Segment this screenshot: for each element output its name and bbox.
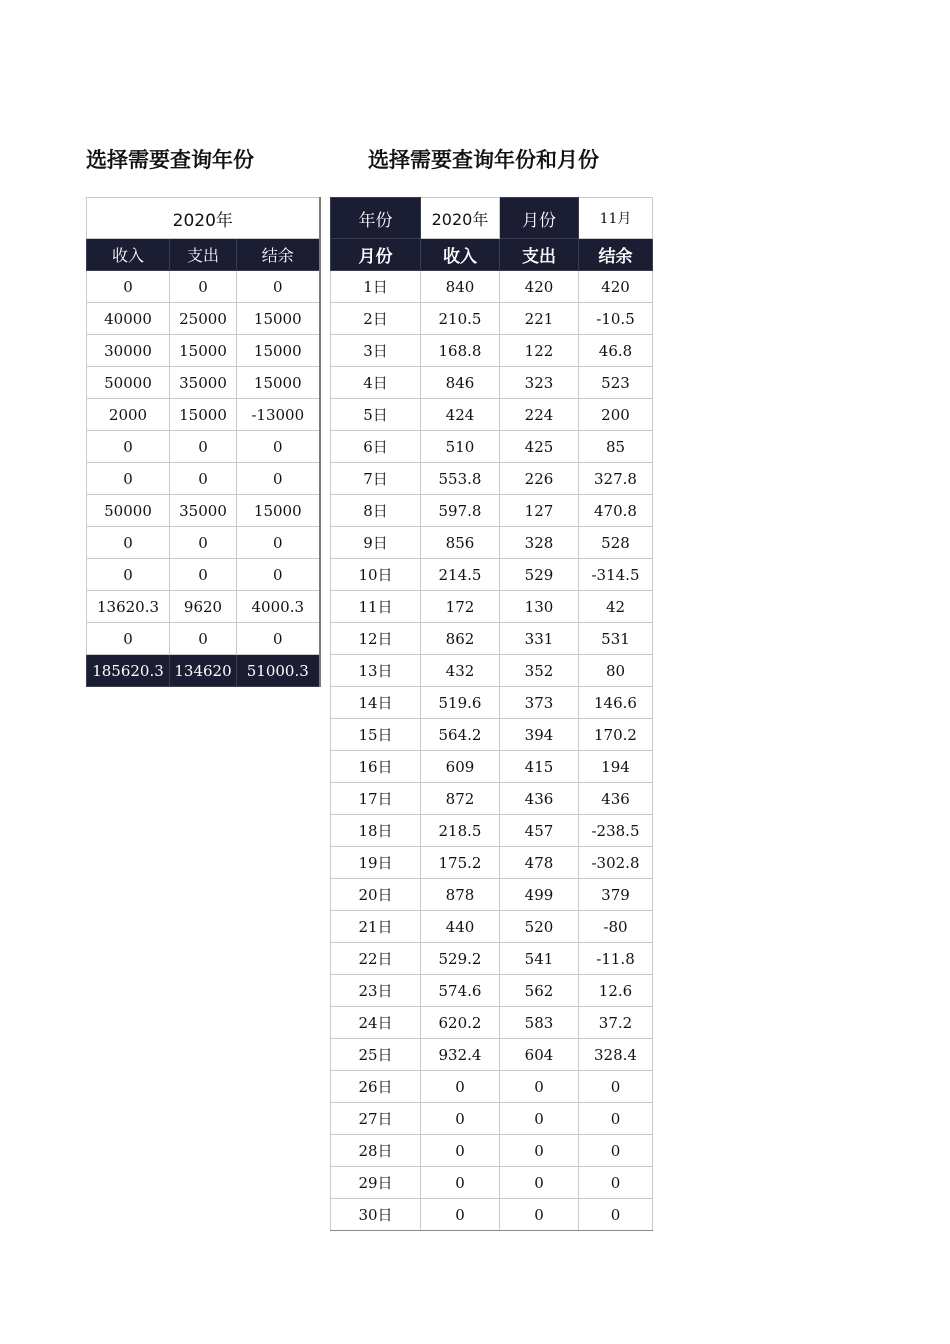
balance-cell: 15000 <box>237 335 320 367</box>
balance-header: 结余 <box>579 239 653 271</box>
day-cell: 26日 <box>331 1071 421 1103</box>
balance-header: 结余 <box>237 239 320 271</box>
expense-cell: 0 <box>500 1071 579 1103</box>
balance-cell: 0 <box>579 1103 653 1135</box>
expense-cell: 394 <box>500 719 579 751</box>
expense-cell: 0 <box>170 431 237 463</box>
balance-cell: 0 <box>579 1167 653 1199</box>
income-cell: 0 <box>87 463 170 495</box>
income-cell: 0 <box>421 1199 500 1231</box>
income-cell: 862 <box>421 623 500 655</box>
expense-cell: 323 <box>500 367 579 399</box>
day-cell: 12日 <box>331 623 421 655</box>
day-cell: 2日 <box>331 303 421 335</box>
balance-cell: 80 <box>579 655 653 687</box>
income-cell: 210.5 <box>421 303 500 335</box>
expense-cell: 478 <box>500 847 579 879</box>
balance-cell: 0 <box>237 271 320 303</box>
day-cell: 14日 <box>331 687 421 719</box>
income-cell: 0 <box>421 1103 500 1135</box>
income-cell: 564.2 <box>421 719 500 751</box>
day-cell: 19日 <box>331 847 421 879</box>
income-cell: 172 <box>421 591 500 623</box>
total-income-cell: 185620.3 <box>87 655 170 687</box>
balance-cell: 0 <box>579 1199 653 1231</box>
year-query-title: 选择需要查询年份 <box>86 148 254 172</box>
expense-cell: 352 <box>500 655 579 687</box>
income-cell: 878 <box>421 879 500 911</box>
income-cell: 846 <box>421 367 500 399</box>
day-cell: 27日 <box>331 1103 421 1135</box>
table-row <box>331 1199 653 1231</box>
table-row <box>331 719 653 751</box>
expense-cell: 328 <box>500 527 579 559</box>
expense-cell: 604 <box>500 1039 579 1071</box>
balance-cell: -13000 <box>237 399 320 431</box>
day-cell: 7日 <box>331 463 421 495</box>
table-row <box>87 335 320 367</box>
daily-detail-table <box>330 197 653 1231</box>
income-cell: 553.8 <box>421 463 500 495</box>
income-cell: 0 <box>421 1135 500 1167</box>
expense-cell: 541 <box>500 943 579 975</box>
day-cell: 8日 <box>331 495 421 527</box>
expense-cell: 0 <box>170 527 237 559</box>
expense-cell: 0 <box>500 1167 579 1199</box>
income-cell: 510 <box>421 431 500 463</box>
day-cell: 24日 <box>331 1007 421 1039</box>
expense-cell: 331 <box>500 623 579 655</box>
balance-cell: 327.8 <box>579 463 653 495</box>
expense-cell: 15000 <box>170 399 237 431</box>
day-cell: 20日 <box>331 879 421 911</box>
day-cell: 22日 <box>331 943 421 975</box>
expense-cell: 9620 <box>170 591 237 623</box>
income-cell: 0 <box>421 1071 500 1103</box>
income-cell: 0 <box>87 431 170 463</box>
balance-cell: 0 <box>237 527 320 559</box>
table-row <box>331 783 653 815</box>
expense-cell: 35000 <box>170 367 237 399</box>
expense-cell: 35000 <box>170 495 237 527</box>
balance-cell: 194 <box>579 751 653 783</box>
day-cell: 13日 <box>331 655 421 687</box>
income-cell: 872 <box>421 783 500 815</box>
table-row <box>331 1071 653 1103</box>
balance-cell: 0 <box>237 431 320 463</box>
table-row <box>331 527 653 559</box>
income-cell: 0 <box>421 1167 500 1199</box>
table-row <box>87 367 320 399</box>
year-label: 年份 <box>331 198 421 239</box>
income-cell: 840 <box>421 271 500 303</box>
expense-cell: 583 <box>500 1007 579 1039</box>
balance-cell: -314.5 <box>579 559 653 591</box>
table-row <box>331 943 653 975</box>
balance-cell: 15000 <box>237 495 320 527</box>
income-cell: 214.5 <box>421 559 500 591</box>
table-row <box>331 367 653 399</box>
balance-cell: 0 <box>579 1135 653 1167</box>
total-row <box>87 655 320 687</box>
expense-header: 支出 <box>500 239 579 271</box>
balance-cell: 37.2 <box>579 1007 653 1039</box>
balance-cell: 15000 <box>237 367 320 399</box>
balance-cell: 531 <box>579 623 653 655</box>
balance-cell: 470.8 <box>579 495 653 527</box>
table-row <box>87 463 320 495</box>
expense-cell: 0 <box>170 623 237 655</box>
income-cell: 519.6 <box>421 687 500 719</box>
table-row <box>331 559 653 591</box>
day-cell: 11日 <box>331 591 421 623</box>
expense-cell: 127 <box>500 495 579 527</box>
day-header: 月份 <box>331 239 421 271</box>
balance-cell: 4000.3 <box>237 591 320 623</box>
table-row <box>331 463 653 495</box>
table-row <box>331 911 653 943</box>
total-balance-cell: 51000.3 <box>237 655 320 687</box>
balance-cell: -80 <box>579 911 653 943</box>
table-row <box>331 431 653 463</box>
expense-cell: 529 <box>500 559 579 591</box>
year-month-query-title: 选择需要查询年份和月份 <box>368 148 599 172</box>
table-row <box>87 559 320 591</box>
income-cell: 13620.3 <box>87 591 170 623</box>
expense-cell: 436 <box>500 783 579 815</box>
expense-cell: 420 <box>500 271 579 303</box>
table-row <box>87 431 320 463</box>
balance-cell: 12.6 <box>579 975 653 1007</box>
income-cell: 0 <box>87 559 170 591</box>
expense-cell: 130 <box>500 591 579 623</box>
table-row <box>87 399 320 431</box>
day-cell: 3日 <box>331 335 421 367</box>
expense-cell: 122 <box>500 335 579 367</box>
expense-cell: 0 <box>170 271 237 303</box>
balance-cell: 146.6 <box>579 687 653 719</box>
expense-cell: 415 <box>500 751 579 783</box>
income-cell: 168.8 <box>421 335 500 367</box>
table-row <box>331 655 653 687</box>
expense-cell: 0 <box>500 1103 579 1135</box>
income-cell: 529.2 <box>421 943 500 975</box>
income-cell: 218.5 <box>421 815 500 847</box>
table-row <box>87 495 320 527</box>
day-cell: 18日 <box>331 815 421 847</box>
income-header: 收入 <box>87 239 170 271</box>
balance-cell: 0 <box>237 623 320 655</box>
income-cell: 440 <box>421 911 500 943</box>
expense-cell: 0 <box>170 463 237 495</box>
income-cell: 40000 <box>87 303 170 335</box>
balance-cell: 170.2 <box>579 719 653 751</box>
expense-cell: 0 <box>500 1135 579 1167</box>
balance-cell: 328.4 <box>579 1039 653 1071</box>
balance-cell: 85 <box>579 431 653 463</box>
income-cell: 0 <box>87 527 170 559</box>
income-cell: 30000 <box>87 335 170 367</box>
income-cell: 932.4 <box>421 1039 500 1071</box>
income-cell: 2000 <box>87 399 170 431</box>
income-cell: 432 <box>421 655 500 687</box>
table-row <box>331 1167 653 1199</box>
day-cell: 5日 <box>331 399 421 431</box>
balance-cell: -10.5 <box>579 303 653 335</box>
table-row <box>331 335 653 367</box>
day-cell: 16日 <box>331 751 421 783</box>
day-cell: 30日 <box>331 1199 421 1231</box>
year-selector-cell[interactable]: 2020年 <box>421 198 500 239</box>
table-row <box>331 1007 653 1039</box>
income-cell: 620.2 <box>421 1007 500 1039</box>
table-row <box>87 623 320 655</box>
expense-cell: 0 <box>170 559 237 591</box>
balance-cell: 528 <box>579 527 653 559</box>
expense-cell: 224 <box>500 399 579 431</box>
income-cell: 175.2 <box>421 847 500 879</box>
income-cell: 424 <box>421 399 500 431</box>
balance-cell: -238.5 <box>579 815 653 847</box>
total-expense-cell: 134620 <box>170 655 237 687</box>
table-row <box>331 271 653 303</box>
day-cell: 29日 <box>331 1167 421 1199</box>
table-row <box>331 1135 653 1167</box>
day-cell: 17日 <box>331 783 421 815</box>
expense-cell: 15000 <box>170 335 237 367</box>
expense-cell: 373 <box>500 687 579 719</box>
table-row <box>331 623 653 655</box>
expense-cell: 520 <box>500 911 579 943</box>
balance-cell: 42 <box>579 591 653 623</box>
table-row <box>331 975 653 1007</box>
yearly-summary-table <box>86 197 321 687</box>
expense-header: 支出 <box>170 239 237 271</box>
year-selector-cell[interactable]: 2020年 <box>87 198 320 239</box>
balance-cell: 436 <box>579 783 653 815</box>
table-row <box>331 591 653 623</box>
income-cell: 597.8 <box>421 495 500 527</box>
day-cell: 21日 <box>331 911 421 943</box>
income-cell: 574.6 <box>421 975 500 1007</box>
table-row <box>87 303 320 335</box>
expense-cell: 499 <box>500 879 579 911</box>
expense-cell: 457 <box>500 815 579 847</box>
day-cell: 10日 <box>331 559 421 591</box>
expense-cell: 0 <box>500 1199 579 1231</box>
table-row <box>331 303 653 335</box>
day-cell: 1日 <box>331 271 421 303</box>
balance-cell: 15000 <box>237 303 320 335</box>
balance-cell: -11.8 <box>579 943 653 975</box>
day-cell: 23日 <box>331 975 421 1007</box>
table-row <box>87 591 320 623</box>
table-row <box>331 399 653 431</box>
table-row <box>87 527 320 559</box>
balance-cell: 379 <box>579 879 653 911</box>
table-row <box>331 687 653 719</box>
table-row <box>331 1103 653 1135</box>
expense-cell: 425 <box>500 431 579 463</box>
income-header: 收入 <box>421 239 500 271</box>
table-row <box>87 271 320 303</box>
table-row <box>331 751 653 783</box>
balance-cell: 0 <box>579 1071 653 1103</box>
income-cell: 0 <box>87 623 170 655</box>
expense-cell: 221 <box>500 303 579 335</box>
month-label: 月份 <box>500 198 579 239</box>
day-cell: 28日 <box>331 1135 421 1167</box>
balance-cell: 0 <box>237 463 320 495</box>
balance-cell: 420 <box>579 271 653 303</box>
day-cell: 6日 <box>331 431 421 463</box>
day-cell: 4日 <box>331 367 421 399</box>
expense-cell: 562 <box>500 975 579 1007</box>
month-selector-cell[interactable]: 11月 <box>579 198 653 239</box>
balance-cell: 0 <box>237 559 320 591</box>
table-row <box>331 815 653 847</box>
day-cell: 9日 <box>331 527 421 559</box>
income-cell: 0 <box>87 271 170 303</box>
table-row <box>331 847 653 879</box>
table-row <box>331 879 653 911</box>
income-cell: 50000 <box>87 367 170 399</box>
day-cell: 25日 <box>331 1039 421 1071</box>
income-cell: 856 <box>421 527 500 559</box>
expense-cell: 226 <box>500 463 579 495</box>
balance-cell: 46.8 <box>579 335 653 367</box>
balance-cell: -302.8 <box>579 847 653 879</box>
table-row <box>331 495 653 527</box>
income-cell: 609 <box>421 751 500 783</box>
day-cell: 15日 <box>331 719 421 751</box>
income-cell: 50000 <box>87 495 170 527</box>
balance-cell: 523 <box>579 367 653 399</box>
table-row <box>331 1039 653 1071</box>
expense-cell: 25000 <box>170 303 237 335</box>
balance-cell: 200 <box>579 399 653 431</box>
